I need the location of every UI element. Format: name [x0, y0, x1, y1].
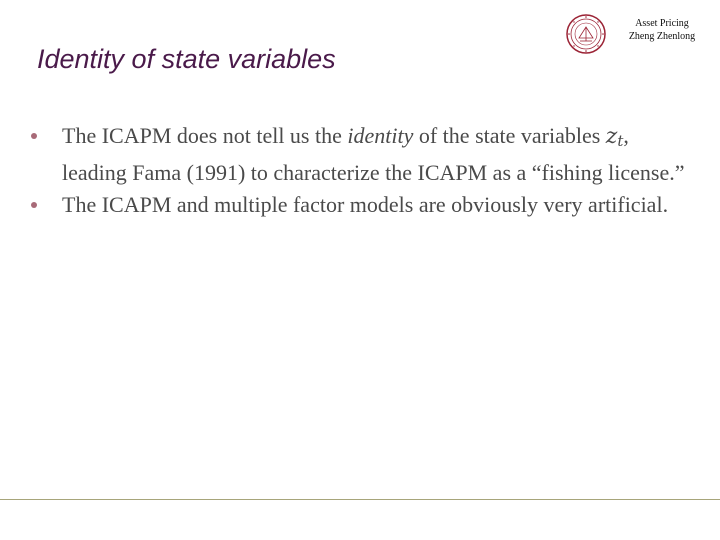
math-subscript: t — [617, 132, 624, 150]
header-course-title: Asset Pricing — [635, 18, 689, 29]
university-seal-icon — [566, 14, 606, 54]
math-symbol: z — [605, 124, 618, 149]
bullet-dot-icon — [31, 133, 37, 139]
math-variable — [606, 124, 624, 149]
bullet-item-1 — [28, 120, 688, 189]
header-course-info — [612, 17, 712, 43]
bullet-item-2 — [28, 189, 688, 221]
slide-title: Identity of state variables — [37, 44, 336, 74]
bullet-text: The ICAPM and multiple factor models are obviously very artificial. — [62, 192, 669, 217]
bullet-list — [28, 120, 688, 221]
bullet-text-part: The ICAPM does not tell us the — [62, 123, 348, 148]
bullet-emphasis: identity — [347, 123, 414, 148]
bullet-text-part: , leading Fama (1991) to characterize the ICAPM as a “fishing license.” — [62, 123, 685, 185]
footer-divider — [0, 499, 720, 500]
bullet-dot-icon — [31, 202, 37, 208]
header-author: Zheng Zhenlong — [628, 31, 696, 42]
bullet-text-part: of the state variables — [413, 123, 606, 148]
